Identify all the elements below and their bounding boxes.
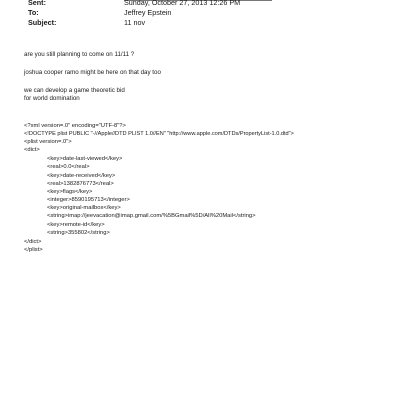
plist-entry: <real>0.0</real> [47,164,90,170]
plist-entry: <key>flags</key> [47,189,93,195]
dict-close-tag: </dict> [24,239,42,245]
plist-entry: <string>355802</string> [47,230,110,236]
dict-open-tag: <dict> [24,147,40,153]
plist-entry: <string>imap://jeevacation@imap.gmail.com/%5BGmail%5D/All%20Mail</string> [47,213,256,219]
to-label: To: [28,8,39,17]
xml-doctype: <!DOCTYPE plist PUBLIC "-//Apple//DTD PLIST 1.0//EN" "http://www.apple.com/DTDs/PropertyList-1.0.dtd"> [24,131,294,137]
body-line-2: joshua cooper ramo might be here on that day too [24,69,161,76]
plist-close-tag: </plist> [24,247,43,253]
sent-value: Sunday, October 27, 2013 12:26 PM [124,0,241,7]
plist-entry: <real>1382876773</real> [47,181,114,187]
plist-entry: <key>date-last-viewed</key> [47,156,123,162]
sent-label: Sent: [28,0,46,7]
subject-value: 11 nov [124,18,146,27]
subject-label: Subject: [28,18,57,27]
body-line-1: are you still planning to come on 11/11 ? [24,51,135,58]
xml-declaration: <?xml version=.0" encoding="UTF-8"?> [24,123,126,129]
plist-entry: <key>remote-id</key> [47,222,105,228]
body-line-4: for world domination [24,95,80,102]
plist-entry: <integer>8590195713</integer> [47,197,130,203]
plist-entry: <key>original-mailbox</key> [47,205,121,211]
plist-open-tag: <plist version=.0"> [24,139,72,145]
plist-entry: <key>date-received</key> [47,173,116,179]
to-value: Jeffrey Epstein [124,8,172,17]
body-line-3: we can develop a game theoretic bid [24,87,125,94]
